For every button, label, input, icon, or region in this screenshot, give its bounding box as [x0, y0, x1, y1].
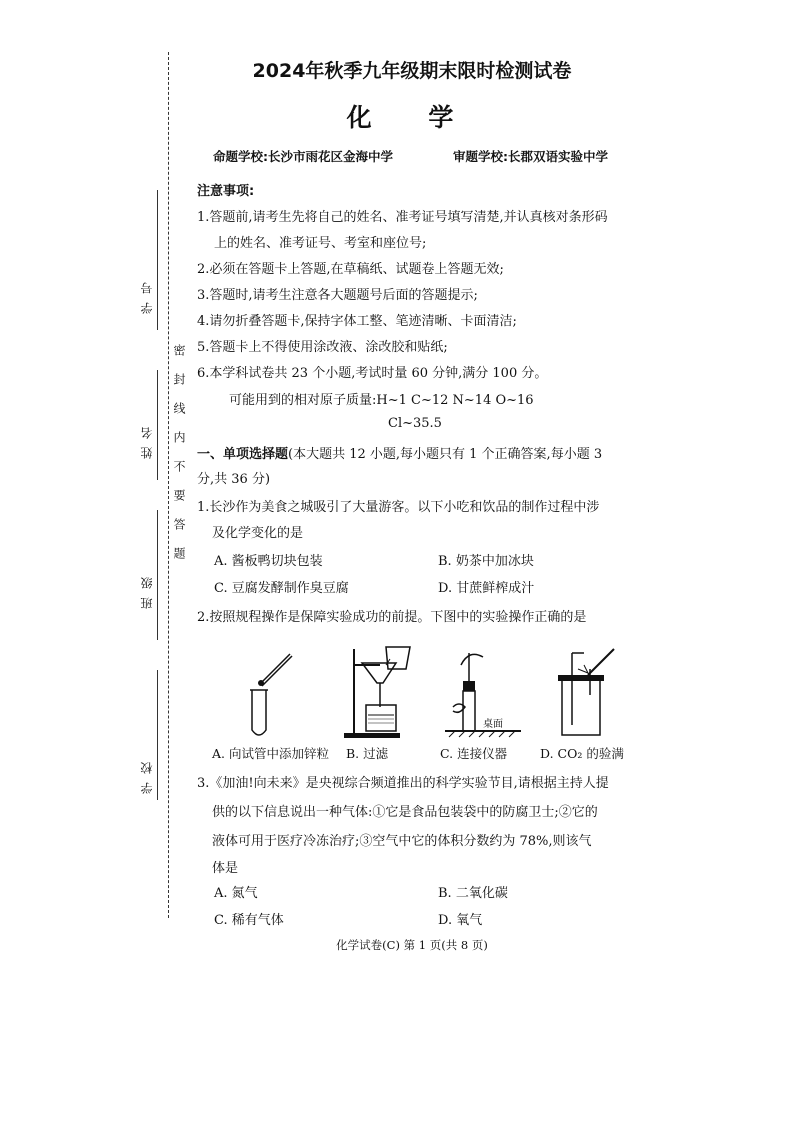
q1-stem-cont: 及化学变化的是	[212, 526, 304, 541]
name-underline	[157, 370, 158, 480]
q2-option-a: A. 向试管中添加锌粒	[212, 746, 329, 761]
q3-stem-cont: 供的以下信息说出一种气体:①它是食品包装袋中的防腐卫士;②它的	[212, 805, 598, 820]
notice-item: 1.答题前,请考生先将自己的姓名、准考证号填写清楚,并认真核对条形码	[197, 210, 608, 225]
q2-stem: 2.按照规程操作是保障实验成功的前提。下图中的实验操作正确的是	[197, 610, 587, 625]
school-label: 学 校	[140, 760, 154, 794]
co2-test-diagram	[548, 645, 628, 743]
notice-heading: 注意事项:	[197, 184, 255, 199]
setter-school: 命题学校:长沙市雨花区金海中学	[213, 149, 393, 164]
notice-item: 5.答题卡上不得使用涂改液、涂改胶和贴纸;	[197, 340, 448, 355]
school-info	[213, 147, 608, 165]
q1-stem: 1.长沙作为美食之城吸引了大量游客。以下小吃和饮品的制作过程中涉	[197, 500, 600, 515]
q3-stem-cont: 体是	[212, 861, 239, 876]
subject-title: 化 学	[346, 103, 478, 132]
seal-notice: 密封线内不要答题	[172, 344, 186, 576]
q2-option-d: D. CO₂ 的验满	[540, 746, 624, 761]
notice-item: 4.请勿折叠答题卡,保持字体工整、笔迹清晰、卡面清洁;	[197, 314, 517, 329]
section-title: 一、单项选择题	[197, 447, 289, 462]
notice-item: 6.本学科试卷共 23 个小题,考试时量 60 分钟,满分 100 分。	[197, 366, 548, 381]
section-desc-cont: 分,共 36 分)	[197, 472, 271, 487]
class-label: 班 级	[140, 575, 154, 609]
q1-option-b: B. 奶茶中加冰块	[438, 554, 534, 569]
q3-option-a: A. 氮气	[214, 886, 258, 901]
q1-option-c: C. 豆腐发酵制作臭豆腐	[214, 581, 349, 596]
q1-option-d: D. 甘蔗鲜榨成汁	[438, 581, 535, 596]
q3-option-c: C. 稀有气体	[214, 913, 284, 928]
student-id-underline	[157, 190, 158, 330]
q3-option-b: B. 二氧化碳	[438, 886, 508, 901]
name-label: 姓 名	[140, 425, 154, 459]
atomic-masses: 可能用到的相对原子质量:H~1 C~12 N~14 O~16	[229, 393, 534, 408]
class-underline	[157, 510, 158, 640]
q2-option-b: B. 过滤	[346, 746, 389, 761]
notice-item: 3.答题时,请考生注意各大题题号后面的答题提示;	[197, 288, 478, 303]
notice-item: 上的姓名、准考证号、考室和座位号;	[214, 236, 427, 251]
test-tube-zinc-diagram	[240, 650, 300, 740]
section-heading	[197, 443, 602, 462]
notice-item: 2.必须在答题卡上答题,在草稿纸、试题卷上答题无效;	[197, 262, 504, 277]
atomic-masses-cont: Cl~35.5	[388, 416, 442, 431]
exam-title: 2024年秋季九年级期末限时检测试卷	[252, 60, 572, 82]
q3-stem-cont: 液体可用于医疗冷冻治疗;③空气中它的体积分数约为 78%,则该气	[212, 834, 592, 849]
q3-option-d: D. 氧气	[438, 913, 483, 928]
school-underline	[157, 670, 158, 800]
section-desc: (本大题共 12 小题,每小题只有 1 个正确答案,每小题 3	[288, 447, 603, 462]
filtration-diagram	[340, 645, 430, 743]
reviewer-school: 审题学校:长郡双语实验中学	[453, 149, 608, 164]
q2-option-c: C. 连接仪器	[440, 746, 508, 761]
desk-label: 桌面	[483, 719, 503, 730]
connect-apparatus-diagram	[445, 645, 525, 743]
binding-dashed-line	[168, 52, 169, 918]
q1-option-a: A. 酱板鸭切块包装	[214, 554, 323, 569]
q3-stem: 3.《加油!向未来》是央视综合频道推出的科学实验节目,请根据主持人提	[197, 776, 609, 791]
page-footer: 化学试卷(C) 第 1 页(共 8 页)	[336, 938, 488, 952]
student-id-label: 学 号	[140, 280, 154, 314]
